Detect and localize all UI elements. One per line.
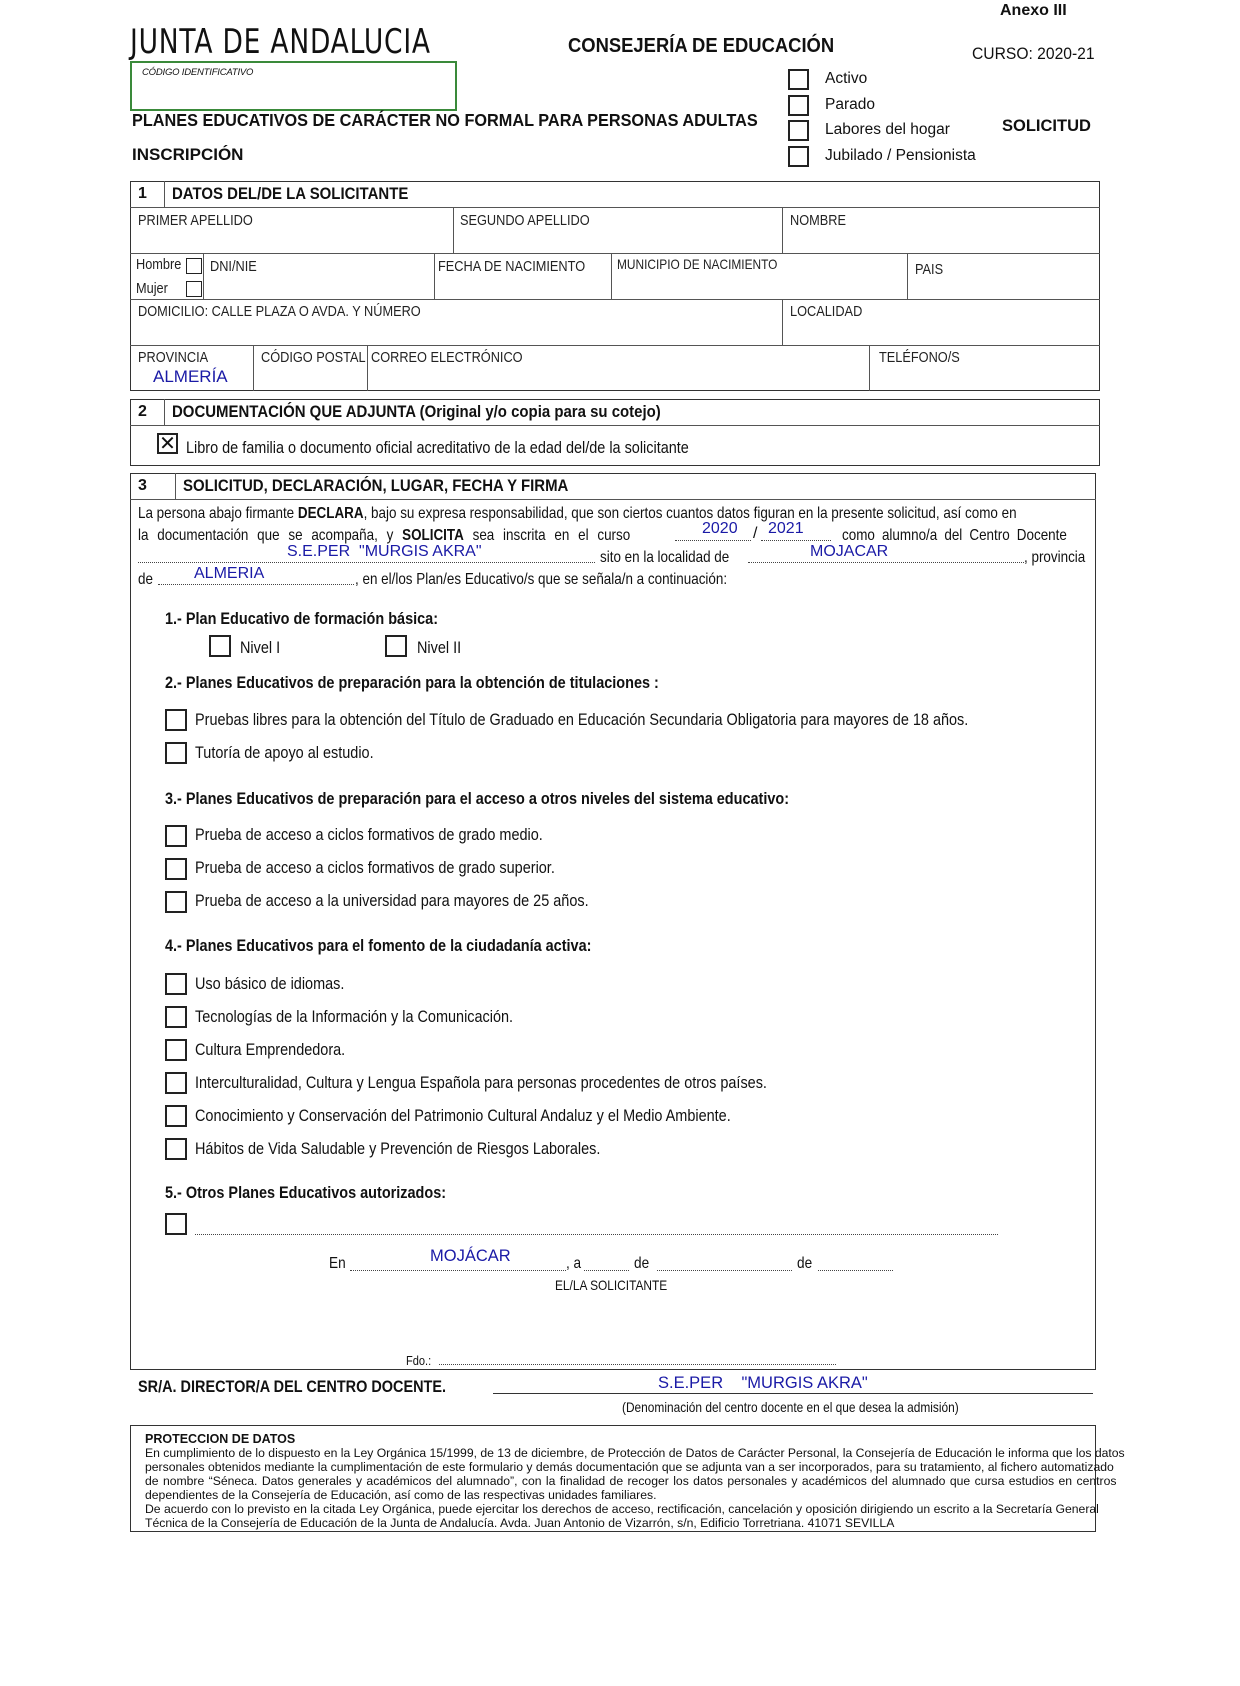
nivel-1-label: Nivel I [240,638,281,657]
status-activo-checkbox[interactable] [788,69,809,90]
plan3-option-2-checkbox[interactable] [165,858,187,880]
provincia-centro-field[interactable] [158,584,354,585]
municipio-nacimiento-field[interactable] [611,253,907,299]
hombre-label: Hombre [136,256,182,273]
status-jubilado-checkbox[interactable] [788,146,809,167]
declaration-line-1: La persona abajo firmante DECLARA, bajo su expresa responsabilidad, que son ciertos cuantos datos figuran en la presente solicitud, así como en [138,505,1017,522]
section1-number: 1 [138,185,147,202]
signer-label: EL/LA SOLICITANTE [555,1277,668,1293]
nivel-2-label: Nivel II [417,638,462,657]
course-end-value: 2021 [768,520,804,537]
section3-title: SOLICITUD, DECLARACIÓN, LUGAR, FECHA Y FIRMA [183,476,569,495]
data-protection-line-6: Técnica de la Consejería de Educación de la Junta de Andalucía. Avda. Juan Antonio de Vizarrón, s/n, Edificio Torretriana. 41071 SEVILLA [145,1516,895,1530]
dni-field[interactable] [203,253,434,299]
place-en-label: En [329,1255,346,1272]
plan4-option-1-checkbox[interactable] [165,973,187,995]
plan2-option-1-checkbox[interactable] [165,709,187,731]
pais-label: PAIS [915,261,944,278]
dni-label: DNI/NIE [210,258,257,275]
domicilio-label: DOMICILIO: CALLE PLAZA O AVDA. Y NÚMERO [138,303,421,320]
de-label: de [138,571,153,588]
provincia-centro-value: ALMERIA [194,565,265,582]
fdo-label: Fdo.: [406,1353,432,1368]
section1-title: DATOS DEL/DE LA SOLICITANTE [172,184,409,203]
course-start-value: 2020 [702,520,738,537]
telefono-field[interactable] [869,345,1100,391]
mujer-label: Mujer [136,280,168,297]
localidad-centro-value: MOJACAR [810,543,889,560]
declaration-line-4-end: , en el/los Plan/es Educativo/s que se señala/n a continuación: [355,571,728,588]
segundo-apellido-label: SEGUNDO APELLIDO [460,212,590,229]
plan3-option-1-checkbox[interactable] [165,825,187,847]
libro-familia-label: Libro de familia o documento oficial acreditativo de la edad del/de la solicitante [186,438,689,457]
data-protection-line-5: De acuerdo con lo previsto en la citada Ley Orgánica, puede ejercitar los derechos de acceso, rectificación, cancelación y oposición dirigiendo un escrito a la Secretaría General [145,1502,1099,1516]
date-de2-label: de [797,1255,813,1272]
document-type: SOLICITUD [1002,117,1091,135]
data-protection-line-3: de nombre “Séneca. Datos generales y académicos del alumnado”, con la finalidad de recoger los datos personales y académicos del alumnado que cursa estudios en centros [145,1474,1117,1488]
localidad-label: LOCALIDAD [790,303,863,320]
plan4-option-4-checkbox[interactable] [165,1072,187,1094]
primer-apellido-field[interactable] [130,207,453,253]
addressee-label: SR/A. DIRECTOR/A DEL CENTRO DOCENTE. [138,1377,447,1396]
plan2-option-2-label: Tutoría de apoyo al estudio. [195,743,374,762]
nivel-1-checkbox[interactable] [209,635,231,657]
day-field[interactable] [584,1270,629,1271]
date-de1-label: de [634,1255,650,1272]
declara-keyword: DECLARA [297,505,364,522]
plan2-option-2-checkbox[interactable] [165,742,187,764]
section3-box [130,473,1096,1370]
plan4-option-1-label: Uso básico de idiomas. [195,974,345,993]
plan3-option-2-label: Prueba de acceso a ciclos formativos de grado superior. [195,858,555,877]
localidad-field[interactable] [782,299,1100,345]
provincia-inline-label: , provincia [1024,549,1086,566]
addressee-centro-value: S.E.PER "MURGIS AKRA" [658,1374,868,1392]
localidad-centro-field[interactable] [748,562,1024,563]
status-labores-label: Labores del hogar [825,121,950,138]
id-code-box[interactable] [130,61,457,111]
annex-label: Anexo III [1000,2,1067,19]
data-protection-line-4: dependientes de la Consejería de Educación, así como de las respectivas unidades familiares. [145,1488,657,1502]
course-start-field[interactable] [675,540,751,541]
nombre-field[interactable] [782,207,1100,253]
provincia-value: ALMERÍA [153,367,228,386]
solicita-keyword: SOLICITA [402,527,464,544]
section3-number: 3 [138,477,147,494]
plan4-option-4-label: Interculturalidad, Cultura y Lengua Española para personas procedentes de otros países. [195,1073,767,1092]
plan4-option-6-label: Hábitos de Vida Saludable y Prevención de Riesgos Laborales. [195,1139,601,1158]
addressee-centro-field[interactable] [493,1393,1093,1394]
plan1-heading: 1.- Plan Educativo de formación básica: [165,609,439,628]
status-parado-checkbox[interactable] [788,95,809,116]
pais-field[interactable] [907,253,1100,299]
plan4-heading: 4.- Planes Educativos para el fomento de la ciudadanía activa: [165,936,592,955]
status-labores-checkbox[interactable] [788,120,809,141]
course-label: CURSO: 2020-21 [972,44,1095,63]
data-protection-box [130,1425,1125,1532]
plan4-option-6-checkbox[interactable] [165,1138,187,1160]
nivel-2-checkbox[interactable] [385,635,407,657]
telefono-label: TELÉFONO/S [879,349,960,366]
course-end-field[interactable] [761,540,831,541]
nombre-label: NOMBRE [790,212,846,229]
plan4-option-2-label: Tecnologías de la Información y la Comunicación. [195,1007,514,1026]
department-title: CONSEJERÍA DE EDUCACIÓN [568,35,835,57]
hombre-checkbox[interactable] [186,258,202,274]
codigo-postal-field[interactable] [253,345,367,391]
month-field[interactable] [657,1270,792,1271]
declaration-line-2: la documentación que se acompaña, y SOLICITA sea inscrita en el curso [138,527,631,544]
status-jubilado-label: Jubilado / Pensionista [825,147,976,164]
place-value: MOJÁCAR [430,1247,511,1265]
correo-field[interactable] [367,345,869,391]
primer-apellido-label: PRIMER APELLIDO [138,212,253,229]
date-a-label: , a [566,1255,582,1272]
org-title: JUNTA DE ANDALUCIA [130,22,431,62]
section2-title: DOCUMENTACIÓN QUE ADJUNTA (Original y/o copia para su cotejo) [172,402,661,421]
plan2-option-1-label: Pruebas libres para la obtención del Título de Graduado en Educación Secundaria Obligatoria para mayores de 18 años. [195,710,969,729]
plan4-option-3-label: Cultura Emprendedora. [195,1040,346,1059]
municipio-nacimiento-label: MUNICIPIO DE NACIMIENTO [617,256,778,272]
fecha-nacimiento-field[interactable] [434,253,611,299]
sito-label: sito en la localidad de [600,549,730,566]
declaration-line-2-end: como alumno/a del Centro Docente [842,527,1067,544]
plan4-option-5-label: Conocimiento y Conservación del Patrimonio Cultural Andaluz y el Medio Ambiente. [195,1106,731,1125]
centro-docente-field[interactable] [138,562,595,563]
plan3-option-1-label: Prueba de acceso a ciclos formativos de grado medio. [195,825,543,844]
codigo-postal-label: CÓDIGO POSTAL [261,349,366,366]
plan5-option-checkbox[interactable] [165,1213,187,1235]
form-title: PLANES EDUCATIVOS DE CARÁCTER NO FORMAL PARA PERSONAS ADULTAS [132,110,758,130]
domicilio-field[interactable] [130,299,782,345]
data-protection-title: PROTECCION DE DATOS [145,1432,296,1446]
segundo-apellido-field[interactable] [453,207,782,253]
status-activo-label: Activo [825,70,868,87]
fecha-nacimiento-label: FECHA DE NACIMIENTO [438,258,586,275]
section2-number: 2 [138,403,147,420]
provincia-label: PROVINCIA [138,349,209,366]
status-parado-label: Parado [825,96,875,113]
plan3-option-3-label: Prueba de acceso a la universidad para mayores de 25 años. [195,891,589,910]
centro-docente-value: S.E.PER "MURGIS AKRA" [287,543,482,560]
addressee-caption: (Denominación del centro docente en el que desea la admisión) [622,1399,959,1415]
plan4-option-3-checkbox[interactable] [165,1039,187,1061]
form-subtitle: INSCRIPCIÓN [132,145,244,164]
correo-label: CORREO ELECTRÓNICO [371,349,523,366]
plan4-option-2-checkbox[interactable] [165,1006,187,1028]
plan3-heading: 3.- Planes Educativos de preparación para el acceso a otros niveles del sistema educativo: [165,789,790,808]
data-protection-line-2: personales obtenidos mediante la cumplimentación de este formulario y demás documentación que se adjunta van a ser incorporados, para su tratamiento, al fichero automatizado [145,1460,1114,1474]
plan3-option-3-checkbox[interactable] [165,891,187,913]
plan5-other-field[interactable] [195,1234,998,1235]
id-code-label: CÓDIGO IDENTIFICATIVO [142,67,254,78]
signature-field[interactable] [439,1364,836,1365]
data-protection-line-1: En cumplimiento de lo dispuesto en la Ley Orgánica 15/1999, de 13 de diciembre, de Protección de Datos de Carácter Personal, la Consejería de Educación le informa que los datos [145,1446,1125,1460]
year-field[interactable] [818,1270,893,1271]
provincia-field[interactable] [130,345,253,391]
plan5-heading: 5.- Otros Planes Educativos autorizados: [165,1183,447,1202]
plan2-heading: 2.- Planes Educativos de preparación para la obtención de titulaciones : [165,673,659,692]
mujer-checkbox[interactable] [186,281,202,297]
place-field[interactable] [350,1270,566,1271]
plan4-option-5-checkbox[interactable] [165,1105,187,1127]
libro-familia-checkbox[interactable] [157,433,178,454]
